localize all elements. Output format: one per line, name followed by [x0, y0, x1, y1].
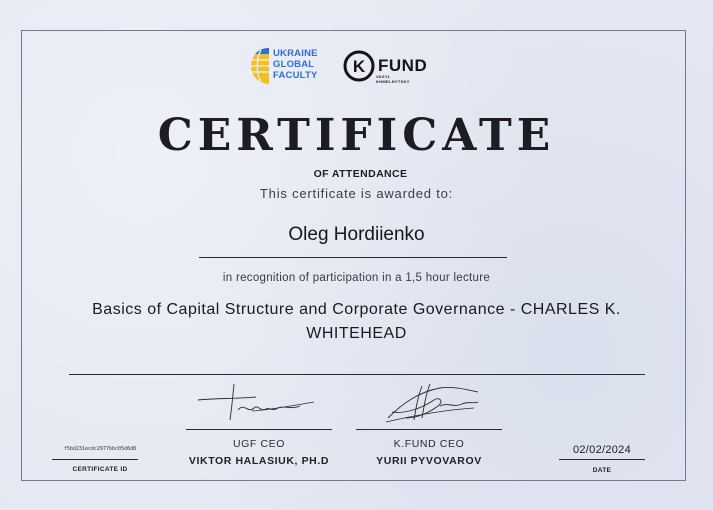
recognition-text: in recognition of participation in a 1,5 hour lecture	[222, 272, 491, 284]
kfund-logo	[343, 50, 453, 84]
kfund-wordmark: FUND	[378, 56, 428, 75]
date-underline	[559, 459, 645, 460]
certificate-frame	[21, 30, 686, 481]
signature-line-left	[186, 429, 332, 430]
kfund-badge-icon	[343, 50, 375, 82]
signatory-right-name: YURII PYVOVAROV	[376, 455, 482, 467]
certificate-id-label: CERTIFICATE ID	[72, 466, 128, 473]
recipient-underline	[199, 257, 507, 258]
date-label: DATE	[592, 467, 612, 474]
lecture-title-line-2: WHITEHEAD	[306, 325, 407, 342]
ugf-wordmark	[273, 48, 318, 81]
certificate-id-underline	[52, 459, 138, 460]
certificate-id-value: f5bd231ecdc2977bbc05d6d8	[63, 446, 137, 452]
awarded-text: This certificate is awarded to:	[259, 186, 454, 201]
signature-right	[382, 378, 482, 426]
lecture-title	[86, 298, 627, 346]
globe-icon	[247, 46, 273, 86]
signature-left	[196, 380, 316, 424]
signature-line-right	[356, 429, 502, 430]
ugf-line-2: GLOBAL	[273, 59, 315, 70]
kfund-sub-line-1: VASYL	[376, 74, 391, 79]
kfund-sub-line-2: KHMELNYTSKY	[376, 79, 410, 84]
kfund-badge-letter: K	[352, 57, 366, 76]
certificate-subtitle: OF ATTENDANCE	[313, 168, 408, 180]
divider-line	[69, 374, 645, 375]
date-value: 02/02/2024	[572, 444, 632, 456]
lecture-title-line-1: Basics of Capital Structure and Corporate Governance - CHARLES K.	[92, 301, 621, 318]
ugf-line-3: FACULTY	[273, 70, 318, 81]
signatory-right-role: K.FUND CEO	[393, 438, 465, 450]
signatory-left-role: UGF CEO	[232, 438, 286, 450]
ugf-logo	[247, 44, 327, 90]
kfund-subtext	[376, 74, 410, 84]
signatory-left-name: VIKTOR HALASIUK, PH.D	[188, 455, 330, 467]
recipient-name: Oleg Hordiienko	[288, 224, 425, 245]
logo-bar	[0, 44, 713, 90]
certificate-title: CERTIFICATE	[157, 110, 556, 161]
ugf-line-1: UKRAINE	[273, 48, 318, 59]
